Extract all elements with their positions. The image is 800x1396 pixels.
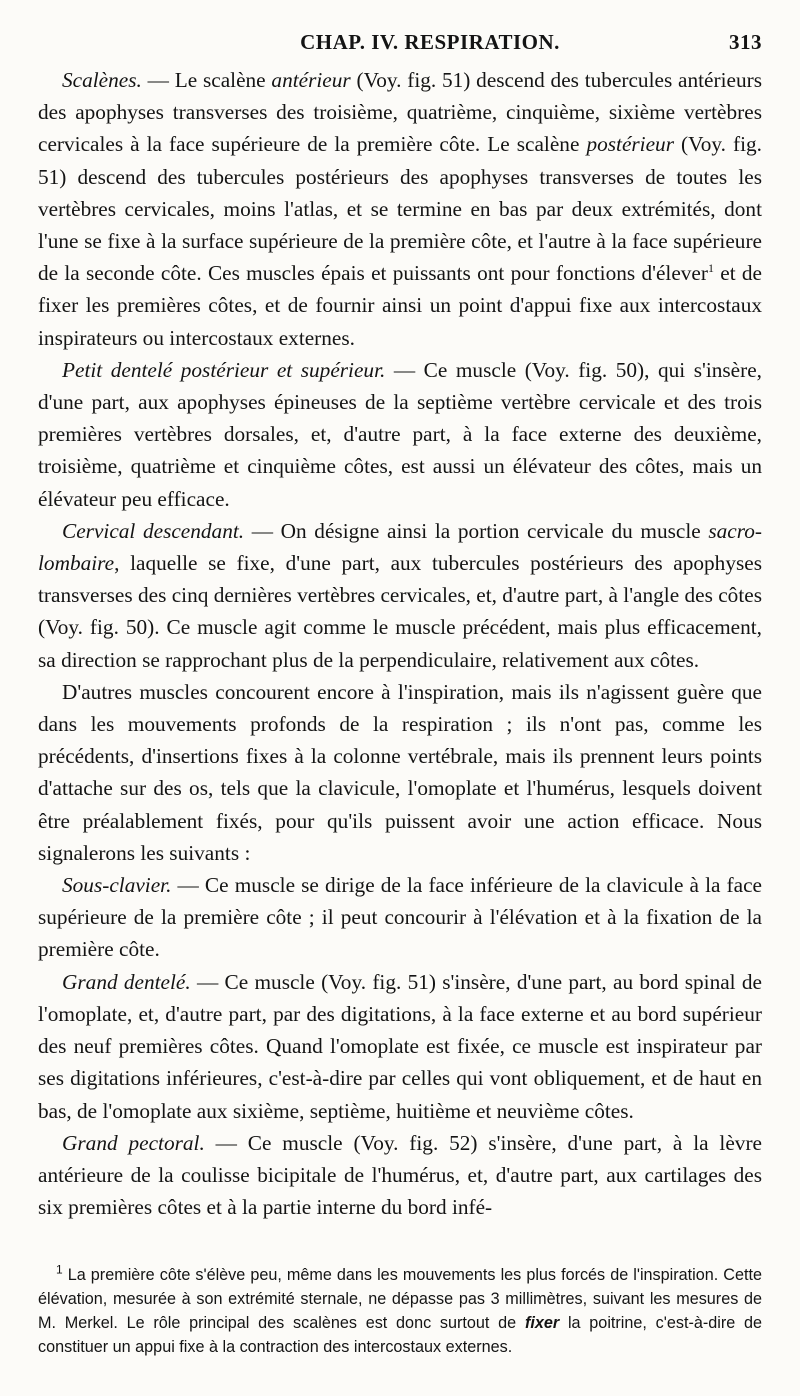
- footnote-ref: 1: [707, 261, 714, 276]
- footnote-separator: [38, 1223, 762, 1263]
- main-text: [38, 64, 762, 1223]
- page-number: 313: [729, 30, 762, 54]
- paragraph-lead: Cervical descendant.: [62, 518, 245, 543]
- paragraph: [38, 869, 762, 966]
- text-run: et de fixer les premières côtes, et de fournir ainsi un point d'appui fixe aux intercostaux inspirateurs ou intercostaux externes.: [38, 261, 762, 350]
- italic-text: sacro-lombaire: [38, 518, 762, 576]
- paragraph-lead: Petit dentelé postérieur et supérieur.: [62, 357, 386, 382]
- text-run: la poitrine, c'est-à-dire de constituer un appui fixe à la contraction des intercostaux externes.: [38, 1314, 762, 1357]
- text-run: — Ce muscle (Voy. fig. 51) s'insère, d'une part, au bord spinal de l'omoplate, et, d'autre part, par des digitations, à la face externe et au bord supérieur des neuf premières côtes. Quand l'omoplate est fixée, ce muscle est inspirateur par ses digitations inférieures, c'est-à-dire par celles qui vont obliquement, et de haut en bas, de l'omoplate aux sixième, septième, huitième et neuvième côtes.: [38, 969, 762, 1123]
- text-run: — On désigne ainsi la portion cervicale du muscle: [244, 518, 709, 543]
- paragraph: [38, 676, 762, 869]
- paragraph-lead: Scalènes.: [62, 68, 142, 92]
- text-run: — Ce muscle (Voy. fig. 50), qui s'insère, d'une part, aux apophyses épineuses de la septième vertèbre cervicale et des trois premières vertèbres dorsales, et, d'autre part, à la face externe des deuxième, troisième, quatrième et cinquième côtes, est aussi un élévateur des côtes, mais un élévateur peu efficace.: [38, 357, 762, 511]
- paragraph: [38, 64, 762, 354]
- italic-text: antérieur: [271, 68, 351, 92]
- paragraph: [38, 1127, 762, 1224]
- text-run: — Ce muscle (Voy. fig. 52) s'insère, d'une part, à la lèvre antérieure de la coulisse bicipitale de l'humérus, et, d'autre part, aux cartilages des six premières côtes et à la partie interne du bord infé-: [38, 1130, 762, 1220]
- text-run: D'autres muscles concourent encore à l'inspiration, mais ils n'agissent guère que dans les mouvements profonds de la respiration ; ils n'ont pas, comme les précédents, d'insertions fixes à la colonne vertébrale, mais ils prennent leurs points d'attache sur des os, tels que la clavicule, l'omoplate et l'humérus, lesquels doivent être préalablement fixés, pour qu'ils puissent avoir une action efficace. Nous signalerons les suivants :: [38, 679, 762, 865]
- text-run: — Le scalène: [141, 68, 272, 92]
- paragraph: [38, 515, 762, 676]
- italic-text: postérieur: [586, 132, 674, 157]
- text-run: La première côte s'élève peu, même dans les mouvements les plus forcés de l'inspiration. Cette élévation, mesurée à son extrémité sternale, ne dépasse pas 3 millimètres, suivant les mesures de M. Merkel. Le rôle principal des scalènes est donc surtout de: [38, 1266, 762, 1333]
- footnote-text: [38, 1263, 762, 1359]
- footnote-marker: 1: [56, 1262, 63, 1277]
- running-title: CHAP. IV. RESPIRATION.: [300, 30, 560, 54]
- text-run: (Voy. fig. 51) descend des tubercules postérieurs des apophyses transverses de toutes les vertèbres cervicales, moins l'atlas, et se termine en bas par deux extrémités, dont l'une se fixe à la surface supérieure de la première côte, et l'autre à la face supérieure de la seconde côte. Ces muscles épais et puissants ont pour fonctions d'élever: [38, 132, 762, 286]
- paragraph: [38, 966, 762, 1127]
- paragraph-lead: Grand pectoral.: [62, 1130, 205, 1155]
- paragraph-lead: Sous-clavier.: [62, 873, 172, 898]
- paragraph-lead: Grand dentelé.: [62, 969, 191, 994]
- footnote: [38, 1263, 762, 1359]
- running-header: [38, 30, 762, 64]
- text-run: , laquelle se fixe, d'une part, aux tubercules postérieurs des apophyses transverses des cinq dernières vertèbres cervicales, et, d'autre part, à l'angle des côtes (Voy. fig. 50). Ce muscle agit comme le muscle précédent, mais plus efficacement, sa direction se rapprochant plus de la perpendiculaire, relativement aux côtes.: [38, 551, 762, 672]
- paragraph: [38, 354, 762, 515]
- italic-text: fixer: [524, 1314, 560, 1333]
- text-run: (Voy. fig. 51) descend des tubercules antérieurs des apophyses transverses des troisième, quatrième, cinquième, sixième vertèbres cervicales à la face supérieure de la première côte. Le scalène: [38, 68, 762, 157]
- text-run: — Ce muscle se dirige de la face inférieure de la clavicule à la face supérieure de la première côte ; il peut concourir à l'élévation et à la fixation de la première côte.: [38, 873, 762, 962]
- page: [38, 30, 762, 1359]
